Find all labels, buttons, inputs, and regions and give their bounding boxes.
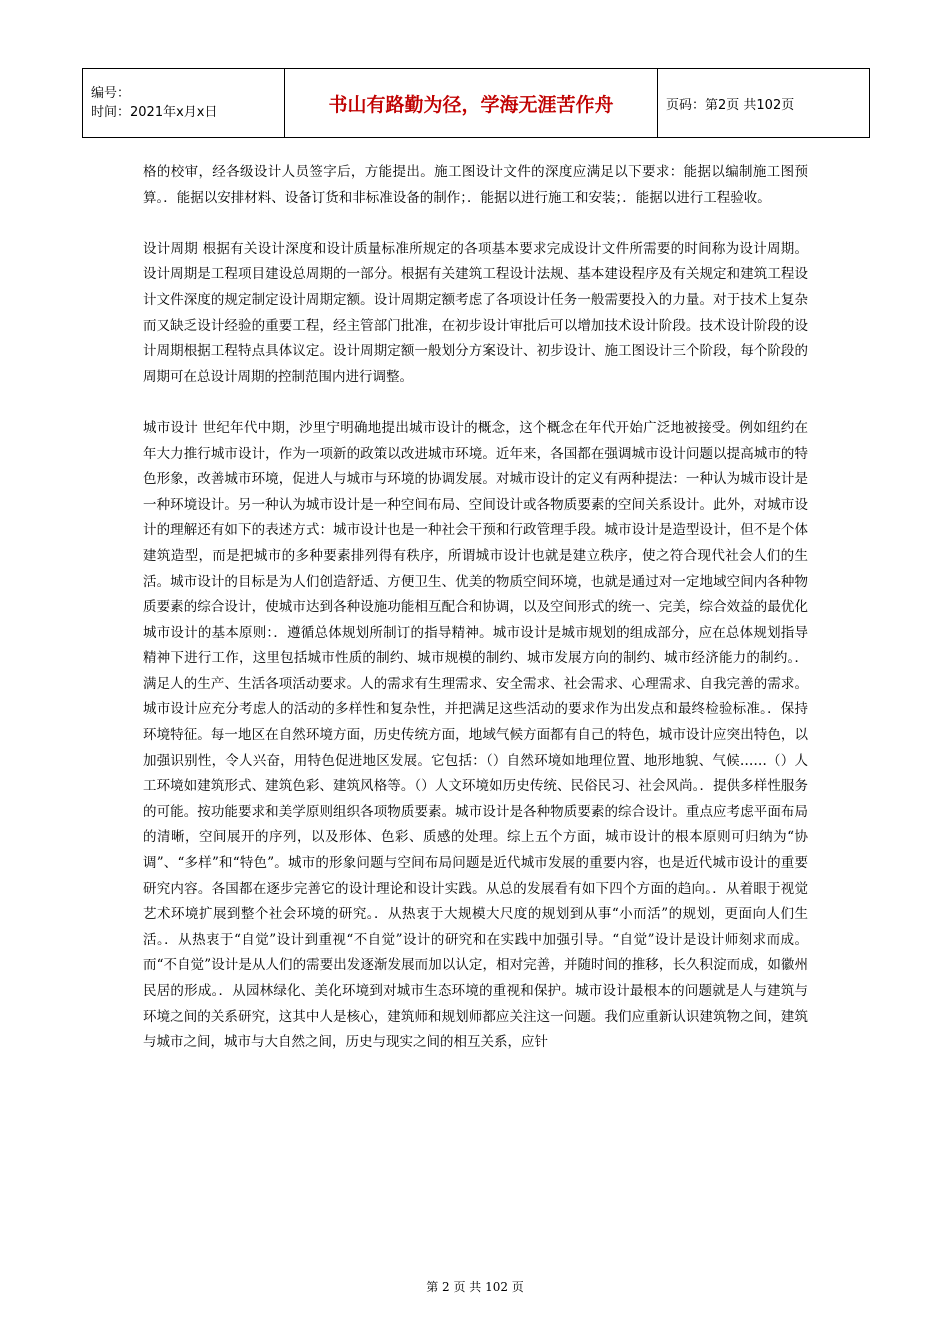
paragraph-design-cycle: 设计周期 根据有关设计深度和设计质量标准所规定的各项基本要求完成设计文件所需要的时间称为设计周期。设计周期是工程项目建设总周期的一部分。根据有关建筑工程设计法规、基本建设程序及有关规定和建筑工程设计文件深度的规定制定设计周期定额。设计周期定额考虑了各项设计任务一般需要投入的力量。对于技术上复杂而又缺乏设计经验的重要工程，经主管部门批准，在初步设计审批后可以增加技术设计阶段。技术设计阶段的设计周期根据工程特点具体议定。设计周期定额一般划分方案设计、初步设计、施工图设计三个阶段，每个阶段的周期可在总设计周期的控制范围内进行调整。	[143, 240, 808, 385]
document-date: 时间：2021年x月x日	[91, 105, 218, 120]
header-meta-cell	[83, 69, 285, 138]
page-footer: 第 2 页 共 102 页	[426, 1280, 524, 1294]
paragraph-construction-drawings: 格的校审，经各级设计人员签字后，方能提出。施工图设计文件的深度应满足以下要求：能据以编制施工图预算。．能据以安排材料、设备订货和非标准设备的制作；．能据以进行施工和安装；．能据以进行工程验收。	[143, 164, 808, 206]
paragraph-urban-design: 城市设计 世纪年代中期，沙里宁明确地提出城市设计的概念，这个概念在年代开始广泛地被接受。例如纽约在年大力推行城市设计，作为一项新的政策以改进城市环境。近年来，各国都在强调城市设计问题以提高城市的特色形象，改善城市环境，促进人与城市与环境的协调发展。对城市设计的定义有两种提法：一种认为城市设计是一种环境设计。另一种认为城市设计是一种空间布局、空间设计或各物质要素的空间关系设计。此外，对城市设计的理解还有如下的表述方式：城市设计也是一种社会干预和行政管理手段。城市设计是造型设计，但不是个体建筑造型，而是把城市的多种要素排列得有秩序，所谓城市设计也就是建立秩序，使之符合现代社会人们的生活。城市设计的目标是为人们创造舒适、方便卫生、优美的物质空间环境，也就是通过对一定地域空间内各种物质要素的综合设计，使城市达到各种设施功能相互配合和协调，以及空间形式的统一、完美，综合效益的最优化城市设计的基本原则：．遵循总体规划所制订的指导精神。城市设计是城市规划的组成部分，应在总体规划指导精神下进行工作，这里包括城市性质的制约、城市规模的制约、城市发展方向的制约、城市经济能力的制约。．满足人的生产、生活各项活动要求。人的需求有生理需求、安全需求、社会需求、心理需求、自我完善的需求。城市设计应充分考虑人的活动的多样性和复杂性，并把满足这些活动的要求作为出发点和最终检验标准。．保持环境特征。每一地区在自然环境方面，历史传统方面，地域气候方面都有自己的特色，城市设计应突出特色，以加强识别性，令人兴奋，用特色促进地区发展。它包括：（）自然环境如地理位置、地形地貌、气候……（）人工环境如建筑形式、建筑色彩、建筑风格等。（）人文环境如历史传统、民俗民习、社会风尚。．提供多样性服务的可能。按功能要求和美学原则组织各项物质要素。城市设计是各种物质要素的综合设计。重点应考虑平面布局的清晰，空间展开的序列，以及形体、色彩、质感的处理。综上五个方面，城市设计的根本原则可归纳为“协调”、“多样”和“特色”。城市的形象问题与空间布局问题是近代城市发展的重要内容，也是近代城市设计的重要研究内容。各国都在逐步完善它的设计理论和设计实践。从总的发展看有如下四个方面的趋向。．从着眼于视觉艺术环境扩展到整个社会环境的研究。．从热衷于大规模大尺度的规划到从事“小而活”的规划，更面向人们生活。．从热衷于“自觉”设计到重视“不自觉”设计的研究和在实践中加强引导。“自觉”设计是设计师刻求而成。而“不自觉”设计是从人们的需要出发逐渐发展而加以认定，相对完善，并随时间的推移，长久积淀而成，如徽州民居的形成。．从园林绿化、美化环境到对城市生态环境的重视和保护。城市设计最根本的问题就是人与建筑与环境之间的关系研究，这其中人是核心，建筑师和规划师都应关注这一问题。我们应重新认识建筑物之间，建筑与城市之间，城市与大自然之间，历史与现实之间的相互关系，应针	[143, 419, 808, 1051]
document-body	[143, 160, 808, 1081]
header-motto: 书山有路勤为径，学海无涯苦作舟	[285, 69, 658, 138]
header-page-info: 页码：第2页 共102页	[658, 69, 870, 138]
page-header	[82, 68, 870, 138]
document-number-label: 编号：	[91, 86, 131, 101]
